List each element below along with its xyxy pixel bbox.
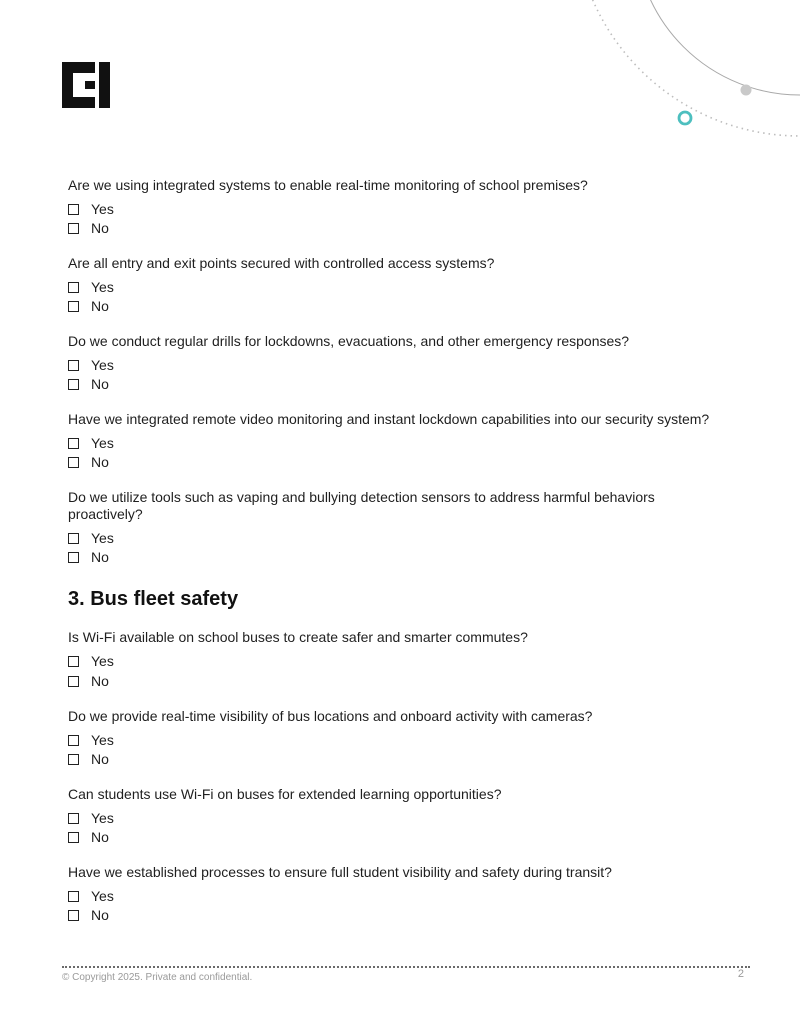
option-label: Yes: [91, 201, 114, 217]
question-text: Are all entry and exit points secured with controlled access systems?: [68, 255, 495, 271]
teal-ring: [679, 112, 691, 124]
option-yes[interactable]: [68, 529, 114, 547]
checkbox[interactable]: [68, 910, 79, 921]
option-label: Yes: [91, 530, 114, 546]
checkbox[interactable]: [68, 223, 79, 234]
checkbox[interactable]: [68, 360, 79, 371]
checkbox[interactable]: [68, 282, 79, 293]
option-no[interactable]: [68, 906, 109, 924]
question-text: Is Wi-Fi available on school buses to create safer and smarter commutes?: [68, 629, 528, 645]
option-label: No: [91, 907, 109, 923]
checkbox[interactable]: [68, 379, 79, 390]
option-no[interactable]: [68, 375, 109, 393]
checkbox[interactable]: [68, 301, 79, 312]
option-label: No: [91, 454, 109, 470]
option-label: Yes: [91, 435, 114, 451]
option-no[interactable]: [68, 750, 109, 768]
option-yes[interactable]: [68, 809, 114, 827]
checkbox[interactable]: [68, 438, 79, 449]
option-label: No: [91, 376, 109, 392]
footer-copyright: © Copyright 2025. Private and confidential.: [62, 972, 253, 983]
option-label: No: [91, 751, 109, 767]
checkbox[interactable]: [68, 457, 79, 468]
section-heading: 3. Bus fleet safety: [68, 588, 239, 610]
checkbox[interactable]: [68, 891, 79, 902]
dotted-arc: [574, 0, 800, 136]
option-label: No: [91, 220, 109, 236]
checkbox[interactable]: [68, 813, 79, 824]
question-text: Do we utilize tools such as vaping and bullying detection sensors to address harmful behaviors proactively?: [68, 489, 655, 522]
option-label: No: [91, 829, 109, 845]
checkbox[interactable]: [68, 754, 79, 765]
option-yes[interactable]: [68, 278, 114, 296]
checkbox[interactable]: [68, 832, 79, 843]
company-logo: [62, 62, 110, 108]
checkbox[interactable]: [68, 533, 79, 544]
checkbox[interactable]: [68, 656, 79, 667]
option-label: No: [91, 673, 109, 689]
gray-dot: [741, 85, 752, 96]
option-label: Yes: [91, 279, 114, 295]
option-no[interactable]: [68, 219, 109, 237]
question-text: Do we conduct regular drills for lockdowns, evacuations, and other emergency responses?: [68, 333, 630, 349]
checkbox[interactable]: [68, 735, 79, 746]
option-no[interactable]: [68, 548, 109, 566]
option-label: Yes: [91, 810, 114, 826]
page-number: 2: [737, 968, 744, 980]
option-no[interactable]: [68, 672, 109, 690]
question-text: Can students use Wi-Fi on buses for extended learning opportunities?: [68, 786, 502, 802]
question-text: Have we established processes to ensure full student visibility and safety during transit?: [68, 864, 612, 880]
checkbox[interactable]: [68, 204, 79, 215]
solid-arc: [635, 0, 800, 95]
logo-mark-icon: [62, 62, 110, 108]
question-text: Do we provide real-time visibility of bus locations and onboard activity with cameras?: [68, 708, 593, 724]
option-yes[interactable]: [68, 434, 114, 452]
option-no[interactable]: [68, 297, 109, 315]
footer-divider: [62, 966, 750, 968]
option-yes[interactable]: [68, 356, 114, 374]
checkbox[interactable]: [68, 552, 79, 563]
option-label: No: [91, 549, 109, 565]
checkbox[interactable]: [68, 676, 79, 687]
option-no[interactable]: [68, 453, 109, 471]
option-yes[interactable]: [68, 200, 114, 218]
option-label: Yes: [91, 732, 114, 748]
question-text: Are we using integrated systems to enable real-time monitoring of school premises?: [68, 177, 588, 193]
question-text: Have we integrated remote video monitoring and instant lockdown capabilities into our security system?: [68, 411, 710, 427]
option-label: Yes: [91, 653, 114, 669]
option-label: No: [91, 298, 109, 314]
option-label: Yes: [91, 888, 114, 904]
option-no[interactable]: [68, 828, 109, 846]
option-yes[interactable]: [68, 652, 114, 670]
option-label: Yes: [91, 357, 114, 373]
option-yes[interactable]: [68, 887, 114, 905]
option-yes[interactable]: [68, 731, 114, 749]
